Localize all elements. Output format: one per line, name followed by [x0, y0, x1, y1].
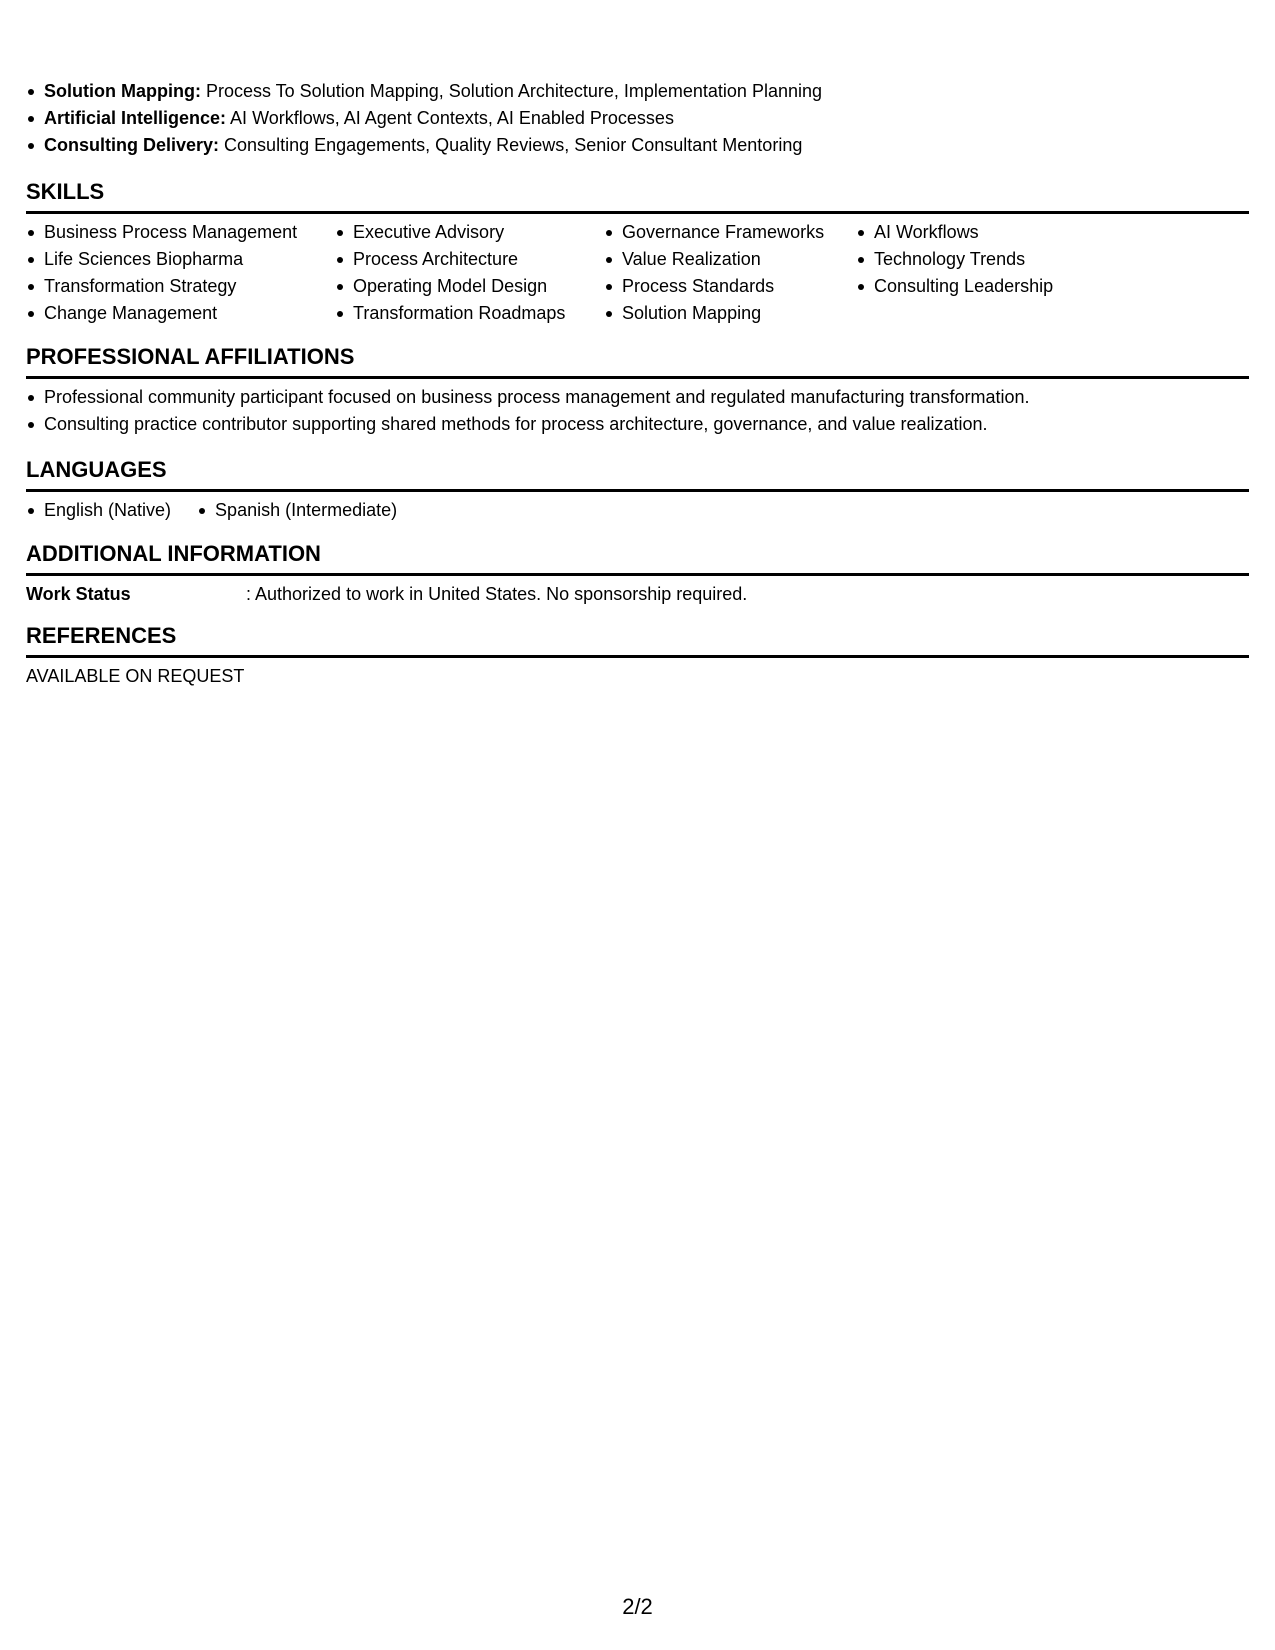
skills-column — [26, 219, 335, 327]
list-item: Transformation Strategy — [26, 273, 335, 300]
list-item — [26, 78, 1249, 105]
list-item: Professional community participant focused on business process management and regulated manufacturing transformation. — [26, 384, 1249, 411]
focus-detail: AI Workflows, AI Agent Contexts, AI Enabled Processes — [226, 108, 674, 128]
list-item: Value Realization — [604, 246, 856, 273]
resume-page — [26, 78, 1249, 690]
section-title: SKILLS — [26, 179, 105, 204]
work-status-value: : Authorized to work in United States. No sponsorship required. — [246, 584, 748, 604]
work-status-label: Work Status — [26, 584, 131, 604]
skills-column — [856, 219, 1116, 327]
section-title: PROFESSIONAL AFFILIATIONS — [26, 344, 355, 369]
focus-term: Artificial Intelligence: — [44, 108, 227, 128]
skills-grid — [26, 219, 1249, 327]
list-item: Change Management — [26, 300, 335, 327]
list-item: Executive Advisory — [335, 219, 604, 246]
work-status-row — [26, 581, 1249, 608]
list-item: Life Sciences Biopharma — [26, 246, 335, 273]
skills-column — [604, 219, 856, 327]
list-item: AI Workflows — [856, 219, 1116, 246]
section-divider — [26, 573, 1249, 576]
list-item — [26, 132, 1249, 159]
list-item: Operating Model Design — [335, 273, 604, 300]
list-item: Consulting Leadership — [856, 273, 1116, 300]
list-item: Transformation Roadmaps — [335, 300, 604, 327]
focus-detail: Process To Solution Mapping, Solution Architecture, Implementation Planning — [200, 81, 822, 101]
skills-column — [335, 219, 604, 327]
list-item: Spanish (Intermediate) — [197, 497, 397, 524]
focus-detail: Consulting Engagements, Quality Reviews, Senior Consultant Mentoring — [219, 135, 803, 155]
list-item: English (Native) — [26, 497, 171, 524]
list-item: Solution Mapping — [604, 300, 856, 327]
section-title: REFERENCES — [26, 623, 177, 648]
section-divider — [26, 489, 1249, 492]
list-item: Process Architecture — [335, 246, 604, 273]
list-item — [26, 105, 1249, 132]
skills-section — [26, 178, 1249, 327]
focus-term: Consulting Delivery: — [44, 135, 220, 155]
affiliations-list — [26, 384, 1249, 438]
page-number: 2/2 — [622, 1594, 653, 1619]
references-text: AVAILABLE ON REQUEST — [26, 666, 245, 686]
list-item: Governance Frameworks — [604, 219, 856, 246]
focus-term: Solution Mapping: — [44, 81, 201, 101]
list-item: Business Process Management — [26, 219, 335, 246]
section-divider — [26, 376, 1249, 379]
affiliations-section — [26, 343, 1249, 438]
additional-info-section — [26, 540, 1249, 608]
languages-section — [26, 456, 1249, 524]
section-title: LANGUAGES — [26, 457, 167, 482]
section-divider — [26, 211, 1249, 214]
references-section — [26, 622, 1249, 690]
section-title: ADDITIONAL INFORMATION — [26, 541, 321, 566]
focus-areas-section — [26, 78, 1249, 178]
list-item: Process Standards — [604, 273, 856, 300]
focus-areas-list — [26, 78, 1249, 159]
list-item: Technology Trends — [856, 246, 1116, 273]
languages-list — [26, 497, 1249, 524]
section-divider — [26, 655, 1249, 658]
list-item: Consulting practice contributor supporting shared methods for process architecture, governance, and value realization. — [26, 411, 1249, 438]
